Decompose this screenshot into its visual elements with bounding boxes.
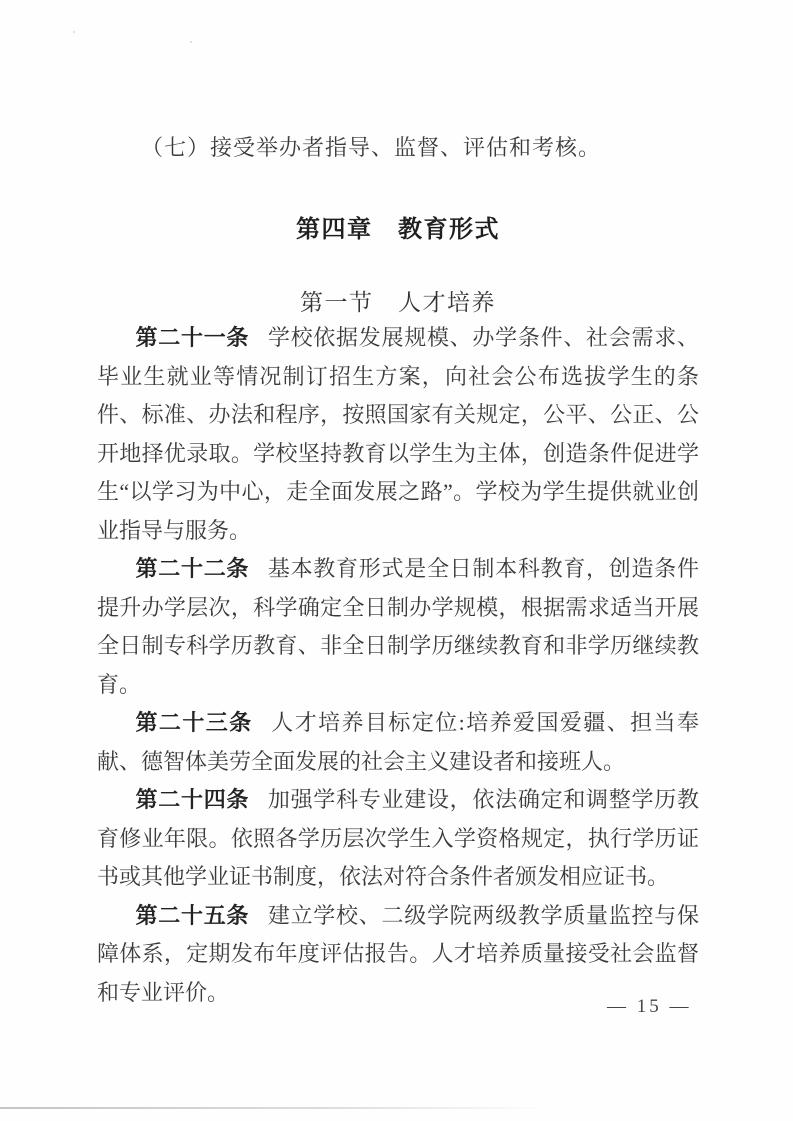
article-21-text: 学校依据发展规模、办学条件、社会需求、毕业生就业等情况制订招生方案，向社会公布选拔学生的条件、标准、办法和程序，按照国家有关规定，公平、公正、公开地择优录取。学校坚持教育以学生为主体，创造条件促进学生“以学习为中心，走全面发展之路”。学校为学生提供就业创业指导与服务。 (97, 325, 699, 543)
scan-speck (190, 41, 192, 43)
article-25-number: 第二十五条 (135, 902, 250, 928)
article-24-number: 第二十四条 (135, 787, 250, 812)
list-item-seven: （七）接受举办者指导、监督、评估和考核。 (141, 135, 602, 160)
page-number: — 15 — (607, 996, 692, 1017)
scan-edge-artifact (0, 1107, 548, 1109)
article-22 (97, 550, 699, 704)
chapter-title: 第四章 教育形式 (296, 216, 500, 243)
article-23 (97, 704, 699, 781)
article-22-text: 基本教育形式是全日制本科教育，创造条件提升办学层次，科学确定全日制办学规模，根据需求适当开展全日制专科学历教育、非全日制学历继续教育和非学历继续教育。 (97, 556, 699, 697)
article-21-number: 第二十一条 (135, 325, 250, 350)
article-22-number: 第二十二条 (135, 556, 250, 581)
article-25-text: 建立学校、二级学院两级教学质量监控与保障体系，定期发布年度评估报告。人才培养质量接受社会监督和专业评价。 (97, 902, 699, 1005)
article-24-text: 加强学科专业建设，依法确定和调整学历教育修业年限。依照各学历层次学生入学资格规定，执行学历证书或其他学业证书制度，依法对符合条件者颁发相应证书。 (97, 787, 699, 889)
scan-speck (73, 31, 75, 33)
article-21 (97, 319, 699, 550)
section-title: 第一节 人才培养 (300, 290, 496, 315)
articles-block (97, 319, 699, 1012)
article-23-text: 人才培养目标定位:培养爱国爱疆、担当奉献、德智体美劳全面发展的社会主义建设者和接班人。 (97, 710, 699, 774)
article-23-number: 第二十三条 (135, 710, 253, 735)
article-25 (97, 897, 699, 1013)
article-24 (97, 781, 699, 897)
